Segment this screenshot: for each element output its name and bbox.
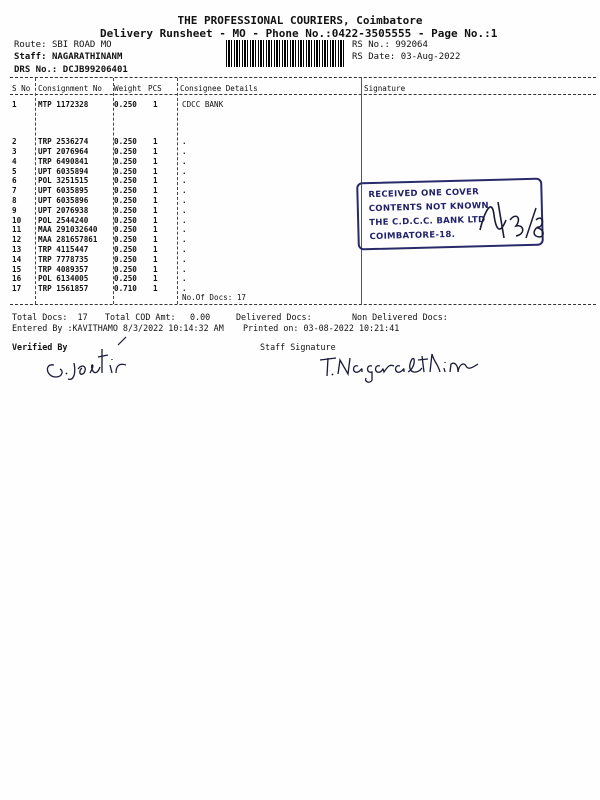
row-pcs: 1: [153, 157, 158, 166]
total-cod-value: 0.00: [190, 312, 211, 322]
row-consignment: POL 2544240: [38, 216, 89, 225]
stamp-line-3: THE C.D.C.C. BANK LTD: [369, 215, 486, 229]
row-sno: 3: [12, 147, 17, 156]
entered-by: Entered By :KAVITHAMO 8/3/2022 10:14:32 AM: [12, 323, 224, 333]
header-sno: S No: [12, 84, 31, 93]
row-sno: 16: [12, 274, 22, 283]
row-consignee: .: [182, 206, 187, 215]
row-weight: 0.250: [114, 176, 137, 185]
row-sno: 8: [12, 196, 17, 205]
staff-label: Staff:: [14, 52, 47, 62]
staff-value: NAGARATHINANM: [51, 52, 123, 62]
table-row: [0, 245, 360, 255]
row-sno: 10: [12, 216, 22, 225]
row-consignment: POL 3251515: [38, 176, 89, 185]
divider-top: [10, 77, 596, 78]
drs-value: DCJB99206401: [62, 65, 128, 75]
runsheet-subtitle: Delivery Runsheet - MO - Phone No.:0422-3505555 - Page No.:1: [100, 27, 498, 40]
row-sno: 4: [12, 157, 17, 166]
row-consignment: POL 6134005: [38, 274, 89, 283]
row-sno: 2: [12, 137, 17, 146]
delivered-docs: Delivered Docs:: [236, 312, 312, 322]
table-row: [0, 274, 360, 284]
row-pcs: 1: [153, 225, 158, 234]
table-row: [0, 147, 360, 157]
rs-no-value: 992064: [395, 40, 428, 50]
row-sno: 14: [12, 255, 22, 264]
row-sno: 7: [12, 186, 17, 195]
stamp-line-1: RECEIVED ONE COVER: [368, 187, 480, 201]
row-weight: 0.710: [114, 284, 137, 293]
table-row: [0, 284, 360, 294]
table-row: [0, 176, 360, 186]
row-consignee: .: [182, 274, 187, 283]
row-pcs: 1: [153, 255, 158, 264]
row-consignee: .: [182, 255, 187, 264]
rs-date-label: RS Date:: [352, 52, 396, 62]
row-pcs: 1: [153, 235, 158, 244]
row-consignment: TRP 4115447: [38, 245, 89, 254]
row-weight: 0.250: [114, 167, 137, 176]
row-weight: 0.250: [114, 235, 137, 244]
rs-no-label: RS No.:: [352, 40, 390, 50]
row-consignee: .: [182, 265, 187, 274]
table-row: [0, 137, 360, 147]
total-cod-label: Total COD Amt:: [105, 312, 176, 322]
rs-date-value: 03-Aug-2022: [400, 52, 461, 62]
drs-label: DRS No.:: [14, 65, 58, 75]
staff-signature-label: Staff Signature: [260, 342, 336, 352]
route-value: SBI ROAD MO: [51, 40, 112, 50]
table-row: [0, 186, 360, 196]
row-pcs: 1: [153, 137, 158, 146]
row-weight: 0.250: [114, 147, 137, 156]
row-pcs: 1: [153, 100, 158, 109]
row-pcs: 1: [153, 245, 158, 254]
row-weight: 0.250: [114, 186, 137, 195]
row-consignee: .: [182, 245, 187, 254]
row-sno: 13: [12, 245, 22, 254]
route-label: Route:: [14, 40, 47, 50]
table-row: [0, 196, 360, 206]
row-consignee: .: [182, 284, 187, 293]
row-consignee: .: [182, 196, 187, 205]
row-pcs: 1: [153, 216, 158, 225]
total-docs: Total Docs: 17: [12, 312, 88, 322]
row-pcs: 1: [153, 274, 158, 283]
row-consignment: MTP 1172328: [38, 100, 89, 109]
row-pcs: 1: [153, 186, 158, 195]
printed-on: Printed on: 03-08-2022 10:21:41: [243, 323, 400, 333]
row-consignment: TRP 1561857: [38, 284, 89, 293]
row-weight: 0.250: [114, 274, 137, 283]
row-pcs: 1: [153, 167, 158, 176]
table-row: [0, 225, 360, 235]
row-pcs: 1: [153, 206, 158, 215]
row-consignment: UPT 2076938: [38, 206, 89, 215]
staff-signature: [318, 346, 488, 386]
row-consignee: CDCC BANK: [182, 100, 224, 109]
row-consignee: .: [182, 225, 187, 234]
company-title: THE PROFESSIONAL COURIERS, Coimbatore: [177, 14, 423, 27]
row-pcs: 1: [153, 176, 158, 185]
row-sno: 15: [12, 265, 22, 274]
row-consignment: MAA 291032640: [38, 225, 98, 234]
row-sno: 6: [12, 176, 17, 185]
header-signature: Signature: [364, 84, 406, 93]
row-consignee: .: [182, 137, 187, 146]
row-weight: 0.250: [114, 225, 137, 234]
row-consignment: UPT 2076964: [38, 147, 89, 156]
row-consignment: UPT 6035895: [38, 186, 89, 195]
row-consignment: UPT 6035896: [38, 196, 89, 205]
table-row: [0, 255, 360, 265]
barcode: [226, 40, 344, 67]
row-sno: 5: [12, 167, 17, 176]
row-consignment: TRP 7778735: [38, 255, 89, 264]
row-sno: 17: [12, 284, 22, 293]
row-pcs: 1: [153, 284, 158, 293]
row-weight: 0.250: [114, 157, 137, 166]
verified-by-label: Verified By: [12, 342, 68, 352]
row-consignment: TRP 4089357: [38, 265, 89, 274]
row-weight: 0.250: [114, 100, 137, 109]
row-consignee: .: [182, 157, 187, 166]
table-row: [0, 235, 360, 245]
table-row: [0, 157, 360, 167]
row-weight: 0.250: [114, 137, 137, 146]
stamp-initials-signature: [470, 190, 550, 250]
staff-line: [14, 52, 122, 62]
row-pcs: 1: [153, 147, 158, 156]
row-consignee: .: [182, 147, 187, 156]
row-consignee: .: [182, 186, 187, 195]
row-sno: 11: [12, 225, 22, 234]
rs-no-line: [352, 40, 428, 50]
row-consignment: TRP 6490841: [38, 157, 89, 166]
row-weight: 0.250: [114, 245, 137, 254]
row-consignee: .: [182, 167, 187, 176]
rs-date-line: [352, 52, 460, 62]
header-consignment: Consignment No: [38, 84, 103, 93]
header-pcs: PCS: [148, 84, 162, 93]
row-weight: 0.250: [114, 206, 137, 215]
stamp-line-4: COIMBATORE-18.: [369, 229, 456, 243]
drs-line: [14, 65, 128, 75]
row-weight: 0.250: [114, 255, 137, 264]
row-sno: 12: [12, 235, 22, 244]
table-row: [0, 100, 360, 110]
row-consignee: .: [182, 235, 187, 244]
row-sno: 1: [12, 100, 17, 109]
stamp-line-2: CONTENTS NOT KNOWN: [368, 200, 490, 215]
row-consignment: MAA 281657861: [38, 235, 98, 244]
divider-header: [10, 94, 596, 95]
row-consignment: TRP 2536274: [38, 137, 89, 146]
row-sno: 9: [12, 206, 17, 215]
no-of-docs: No.Of Docs: 17: [182, 293, 247, 302]
table-row: [0, 206, 360, 216]
row-pcs: 1: [153, 196, 158, 205]
row-weight: 0.250: [114, 196, 137, 205]
row-weight: 0.250: [114, 265, 137, 274]
header-consignee: Consignee Details: [180, 84, 258, 93]
route-line: [14, 40, 112, 50]
row-consignee: .: [182, 216, 187, 225]
header-weight: Weight: [114, 84, 142, 93]
row-consignment: UPT 6035894: [38, 167, 89, 176]
non-delivered-docs: Non Delivered Docs:: [352, 312, 448, 322]
row-consignee: .: [182, 176, 187, 185]
row-pcs: 1: [153, 265, 158, 274]
row-weight: 0.250: [114, 216, 137, 225]
divider-bottom: [10, 304, 596, 305]
verified-by-signature: [40, 333, 135, 385]
